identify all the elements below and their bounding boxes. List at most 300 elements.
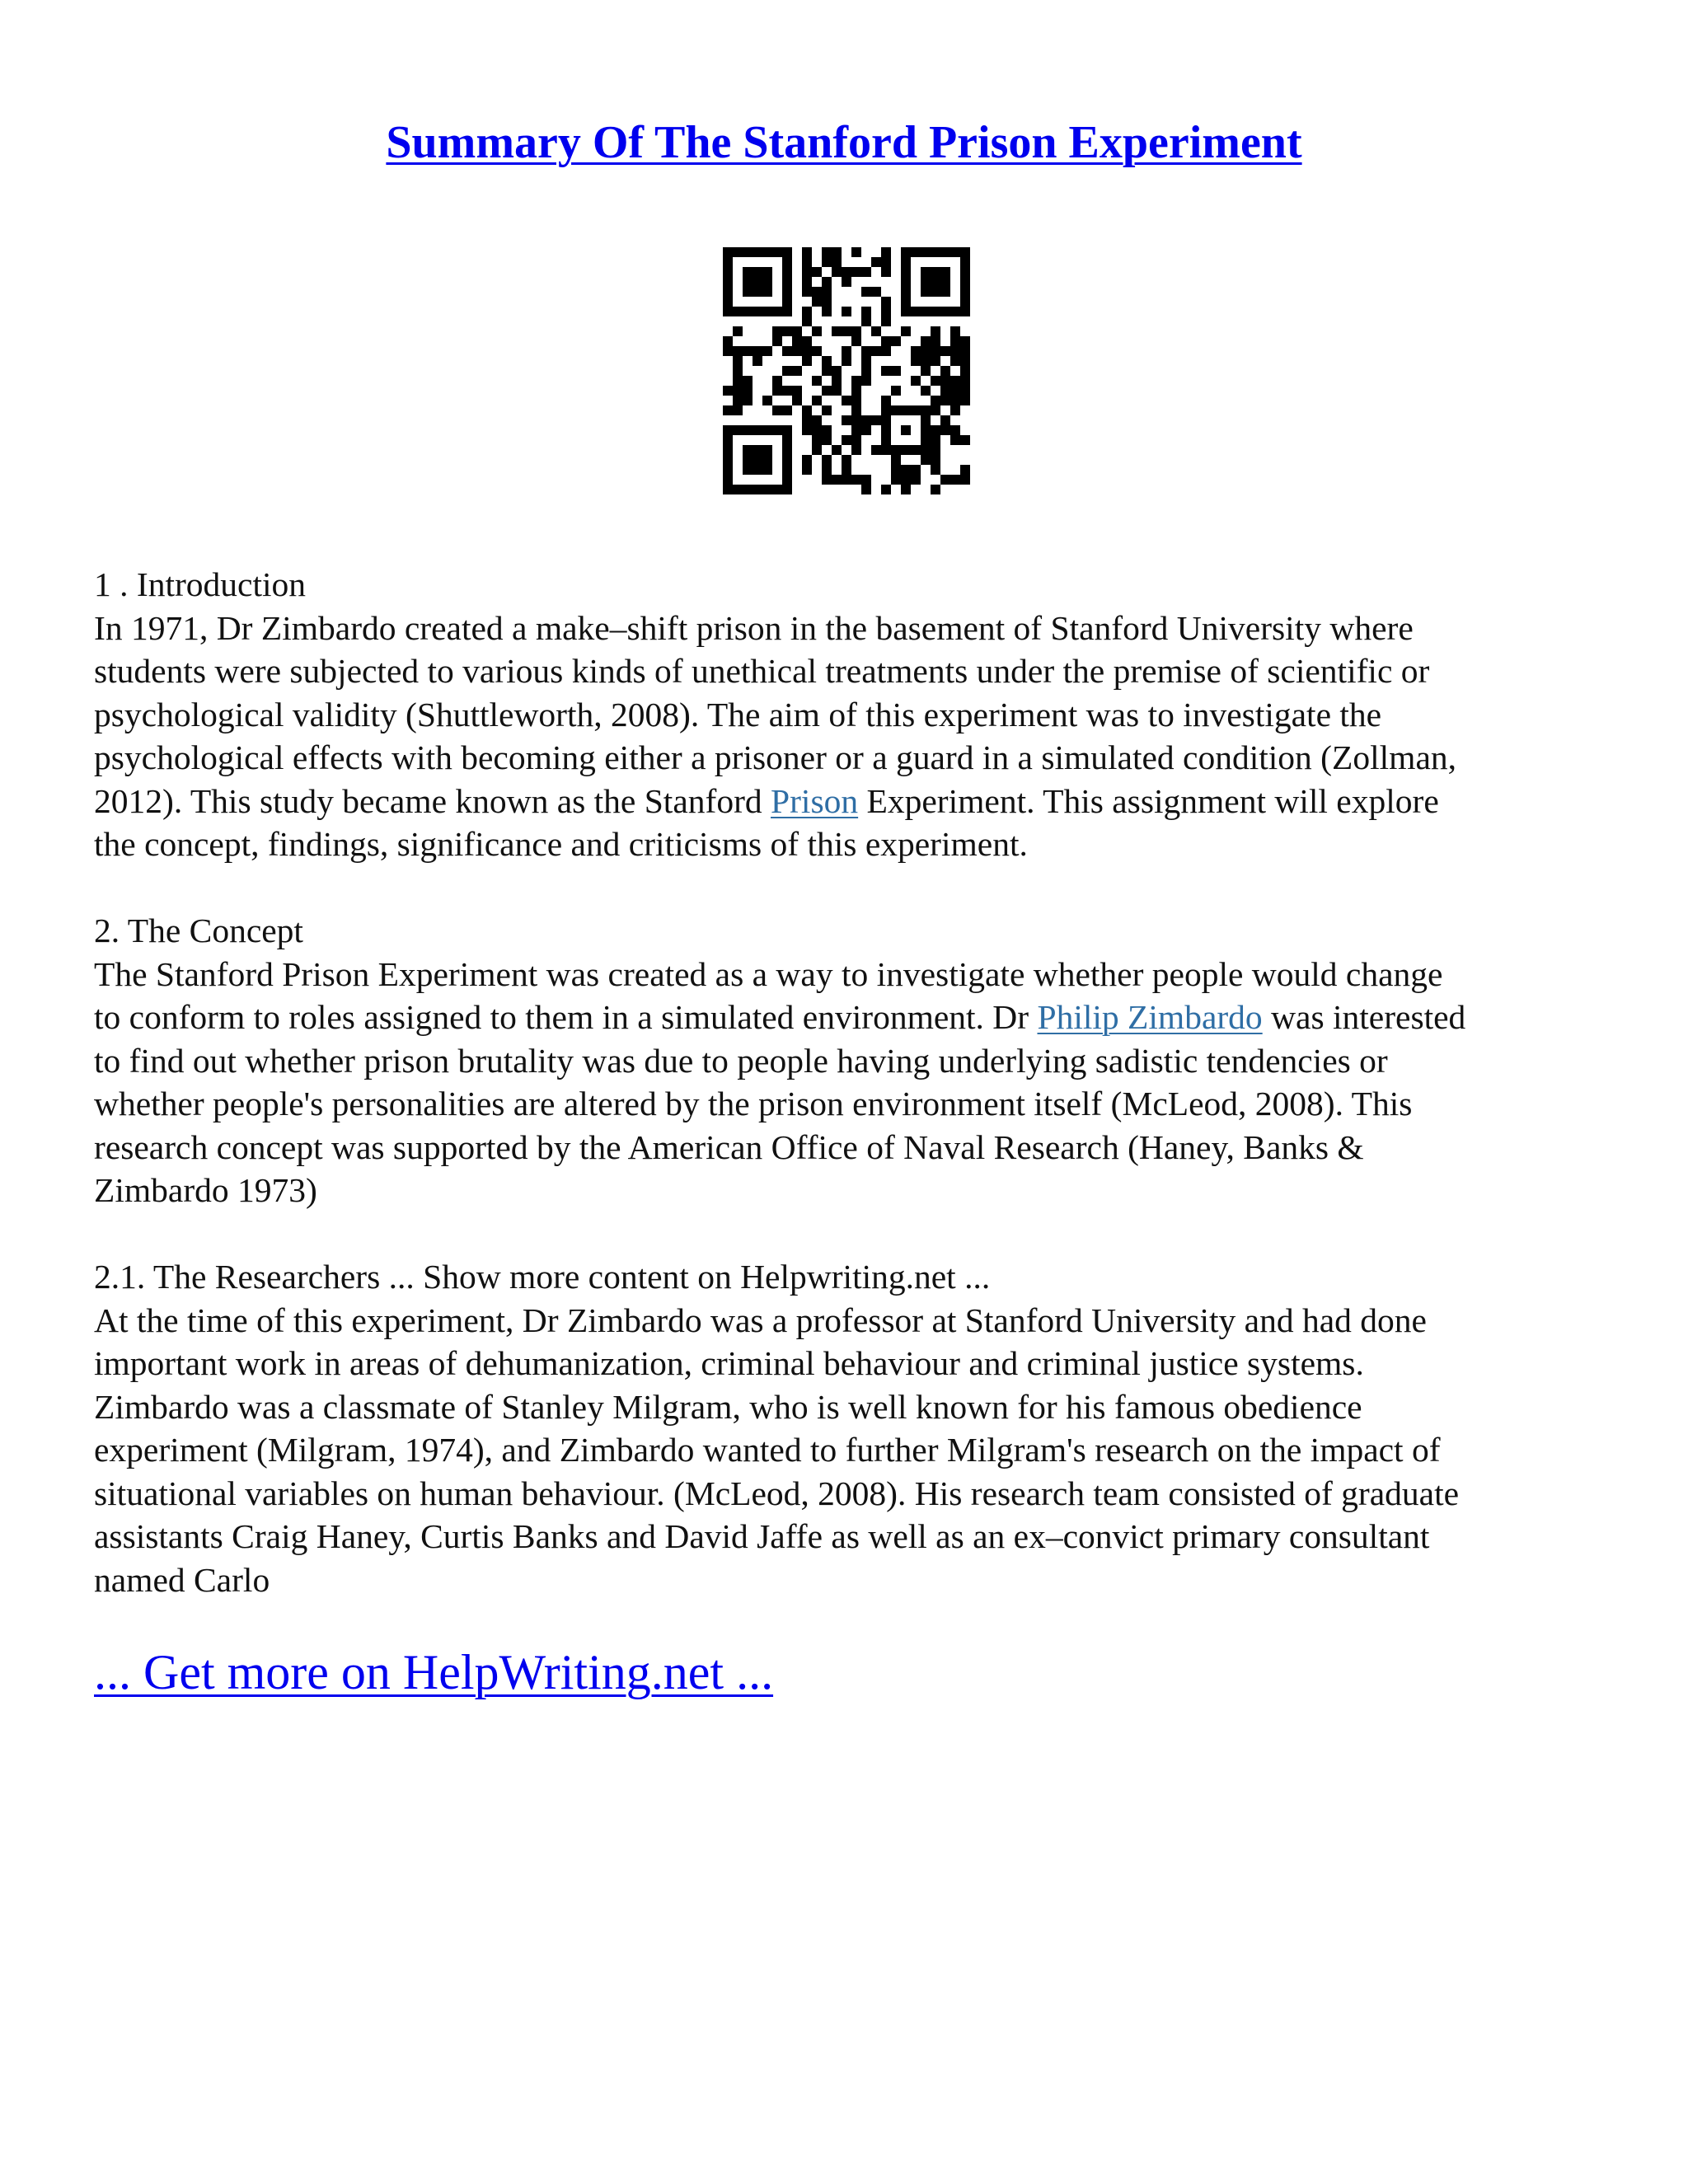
qr-module (782, 485, 792, 494)
qr-module (812, 396, 822, 405)
qr-module (772, 405, 782, 415)
body-line: The Stanford Prison Experiment was created as a way to investigate whether people would change (94, 954, 1443, 993)
qr-module (812, 346, 822, 356)
qr-module (812, 435, 822, 445)
qr-module (733, 307, 743, 316)
qr-module (782, 297, 792, 307)
qr-module (842, 415, 851, 425)
qr-module (762, 346, 772, 356)
qr-module (851, 425, 861, 435)
qr-module (931, 405, 940, 415)
qr-module (911, 376, 921, 386)
qr-module (931, 326, 940, 336)
qr-module (842, 277, 851, 287)
qr-module (911, 307, 921, 316)
qr-module (881, 445, 891, 455)
body-line: research concept was supported by the American Office of Naval Research (Haney, Banks & (94, 1127, 1364, 1166)
qr-module (812, 415, 822, 425)
qr-module (901, 485, 911, 494)
qr-module (960, 376, 970, 386)
prison-link[interactable]: Prison (771, 781, 859, 820)
qr-module (931, 346, 940, 356)
qr-module (861, 425, 871, 435)
qr-module (802, 336, 812, 346)
qr-module (802, 356, 812, 366)
qr-module (822, 356, 832, 366)
qr-module (842, 475, 851, 485)
qr-module (792, 396, 802, 405)
qr-module (921, 356, 931, 366)
qr-module (832, 366, 842, 376)
qr-module (960, 277, 970, 287)
qr-module (921, 425, 931, 435)
qr-module (762, 307, 772, 316)
qr-module (753, 267, 762, 277)
qr-module (881, 257, 891, 267)
qr-module (921, 336, 931, 346)
qr-module (782, 366, 792, 376)
qr-module (950, 247, 960, 257)
qr-module (891, 405, 901, 415)
qr-module (723, 485, 733, 494)
qr-module (753, 465, 762, 475)
qr-module (960, 475, 970, 485)
qr-module (802, 455, 812, 465)
qr-module (861, 346, 871, 356)
qr-module (842, 346, 851, 356)
qr-module (733, 247, 743, 257)
qr-module (891, 386, 901, 396)
qr-module (723, 435, 733, 445)
qr-module (901, 287, 911, 297)
qr-module (960, 307, 970, 316)
qr-module (812, 287, 822, 297)
qr-module (881, 316, 891, 326)
qr-module (881, 405, 891, 415)
qr-module (921, 445, 931, 455)
qr-module (851, 405, 861, 415)
qr-module (921, 247, 931, 257)
qr-module (782, 326, 792, 336)
qr-module (743, 485, 753, 494)
qr-module (723, 445, 733, 455)
body-text: 2012). This study became known as the Stanford (94, 781, 771, 820)
qr-module (950, 376, 960, 386)
qr-module (931, 485, 940, 494)
qr-module (871, 326, 881, 336)
qr-module (950, 405, 960, 415)
qr-module (960, 336, 970, 346)
qr-module (782, 287, 792, 297)
qr-module (832, 267, 842, 277)
qr-module (931, 435, 940, 445)
qr-module (822, 465, 832, 475)
qr-module (822, 435, 832, 445)
qr-module (861, 316, 871, 326)
body-line: situational variables on human behaviour. (McLeod, 2008). His research team consisted of graduate (94, 1474, 1460, 1512)
qr-module (762, 287, 772, 297)
qr-code (723, 247, 970, 494)
qr-module (782, 257, 792, 267)
qr-module (802, 247, 812, 257)
qr-module (911, 356, 921, 366)
qr-module (782, 247, 792, 257)
section-heading-researchers: 2.1. The Researchers ... Show more content on Helpwriting.net ... (94, 1258, 991, 1296)
get-more-link[interactable]: ... Get more on HelpWriting.net ... (94, 1645, 774, 1699)
qr-module (762, 396, 772, 405)
qr-module (723, 267, 733, 277)
qr-module (960, 366, 970, 376)
qr-module (921, 415, 931, 425)
qr-module (733, 346, 743, 356)
qr-module (881, 415, 891, 425)
qr-module (931, 465, 940, 475)
qr-module (723, 346, 733, 356)
qr-module (772, 386, 782, 396)
qr-module (851, 336, 861, 346)
qr-module (960, 247, 970, 257)
qr-module (950, 356, 960, 366)
qr-module (822, 425, 832, 435)
qr-module (871, 257, 881, 267)
qr-module (881, 267, 891, 277)
qr-module (762, 465, 772, 475)
qr-module (921, 307, 931, 316)
qr-module (802, 287, 812, 297)
qr-module (812, 445, 822, 455)
qr-module (881, 485, 891, 494)
qr-module (743, 346, 753, 356)
qr-module (723, 287, 733, 297)
qr-module (733, 366, 743, 376)
qr-module (940, 247, 950, 257)
qr-module (901, 247, 911, 257)
qr-module (921, 277, 931, 287)
qr-module (940, 415, 950, 425)
qr-module (901, 326, 911, 336)
body-line: Zimbardo was a classmate of Stanley Milgram, who is well known for his famous obedience (94, 1387, 1362, 1426)
qr-module (871, 445, 881, 455)
qr-module (931, 455, 940, 465)
qr-module (743, 455, 753, 465)
qr-module (782, 445, 792, 455)
qr-module (743, 267, 753, 277)
qr-module (931, 287, 940, 297)
qr-module (772, 307, 782, 316)
qr-module (881, 247, 891, 257)
qr-module (822, 475, 832, 485)
qr-module (723, 386, 733, 396)
qr-module (842, 307, 851, 316)
qr-module (762, 277, 772, 287)
qr-module (901, 277, 911, 287)
qr-module (792, 366, 802, 376)
qr-module (772, 326, 782, 336)
body-line: assistants Craig Haney, Curtis Banks and David Jaffe as well as an ex–convict primary consultant (94, 1517, 1430, 1555)
qr-module (881, 346, 891, 356)
qr-module (921, 386, 931, 396)
qr-module (901, 425, 911, 435)
qr-module (921, 405, 931, 415)
qr-module (802, 257, 812, 267)
qr-module (931, 247, 940, 257)
qr-module (733, 396, 743, 405)
qr-module (772, 425, 782, 435)
qr-module (782, 465, 792, 475)
qr-module (861, 415, 871, 425)
qr-module (802, 277, 812, 287)
body-line: psychological validity (Shuttleworth, 2008). The aim of this experiment was to investigate the (94, 695, 1382, 733)
qr-module (842, 326, 851, 336)
qr-module (812, 376, 822, 386)
qr-module (733, 356, 743, 366)
qr-module (842, 396, 851, 405)
qr-module (931, 336, 940, 346)
title-link[interactable]: Summary Of The Stanford Prison Experiment (386, 117, 1302, 168)
qr-module (743, 445, 753, 455)
qr-module (733, 386, 743, 396)
body-line: the concept, findings, significance and criticisms of this experiment. (94, 825, 1028, 863)
qr-module (753, 247, 762, 257)
qr-module (960, 356, 970, 366)
qr-module (832, 247, 842, 257)
qr-module (851, 247, 861, 257)
qr-module (891, 455, 901, 465)
qr-module (743, 396, 753, 405)
qr-module (802, 425, 812, 435)
qr-module (842, 465, 851, 475)
qr-module (960, 435, 970, 445)
qr-module (931, 267, 940, 277)
qr-module (812, 326, 822, 336)
qr-module (772, 376, 782, 386)
qr-module (940, 267, 950, 277)
qr-module (931, 376, 940, 386)
qr-module (733, 485, 743, 494)
qr-module (881, 396, 891, 405)
qr-module (782, 307, 792, 316)
qr-module (940, 346, 950, 356)
qr-module (782, 386, 792, 396)
qr-module (753, 425, 762, 435)
qr-module (960, 267, 970, 277)
qr-module (832, 376, 842, 386)
qr-module (762, 425, 772, 435)
qr-module (851, 376, 861, 386)
qr-module (723, 257, 733, 267)
qr-module (901, 257, 911, 267)
qr-module (940, 307, 950, 316)
qr-module (901, 445, 911, 455)
qr-module (940, 396, 950, 405)
qr-module (871, 287, 881, 297)
body-line (94, 780, 1611, 823)
qr-module (911, 475, 921, 485)
qr-module (753, 356, 762, 366)
qr-module (960, 297, 970, 307)
qr-module (792, 346, 802, 356)
qr-module (812, 297, 822, 307)
qr-module (861, 366, 871, 376)
body-line: named Carlo (94, 1560, 270, 1599)
qr-module (822, 277, 832, 287)
body-text: Experiment. This assignment will explore (858, 781, 1439, 820)
qr-module (871, 415, 881, 425)
qr-module (851, 267, 861, 277)
qr-module (881, 425, 891, 435)
philip-zimbardo-link[interactable]: Philip Zimbardo (1037, 998, 1263, 1036)
qr-module (911, 465, 921, 475)
qr-module (950, 307, 960, 316)
qr-module (753, 287, 762, 297)
qr-module (723, 455, 733, 465)
body-text: was interested (1262, 998, 1466, 1036)
qr-module (743, 425, 753, 435)
qr-module (723, 307, 733, 316)
qr-module (723, 465, 733, 475)
qr-module (782, 435, 792, 445)
qr-module (861, 376, 871, 386)
qr-module (931, 445, 940, 455)
qr-module (782, 267, 792, 277)
qr-module (762, 445, 772, 455)
qr-module (772, 247, 782, 257)
qr-module (950, 326, 960, 336)
qr-module (832, 326, 842, 336)
qr-module (723, 405, 733, 415)
qr-module (931, 356, 940, 366)
body-line: to find out whether prison brutality was due to people having underlying sadistic tendencies or (94, 1041, 1388, 1080)
qr-module (822, 257, 832, 267)
qr-module (723, 247, 733, 257)
qr-module (753, 346, 762, 356)
qr-module (901, 307, 911, 316)
qr-module (733, 405, 743, 415)
qr-module (940, 287, 950, 297)
qr-module (861, 475, 871, 485)
qr-module (822, 386, 832, 396)
qr-module (772, 485, 782, 494)
qr-module (802, 316, 812, 326)
qr-module (753, 307, 762, 316)
body-line: Zimbardo 1973) (94, 1171, 317, 1209)
qr-module (901, 267, 911, 277)
qr-module (891, 465, 901, 475)
qr-module (851, 475, 861, 485)
qr-module (762, 455, 772, 465)
body-line: experiment (Milgram, 1974), and Zimbardo wanted to further Milgram's research on the impact of (94, 1431, 1441, 1469)
qr-module (822, 455, 832, 465)
qr-module (940, 366, 950, 376)
qr-module (950, 425, 960, 435)
qr-module (753, 445, 762, 455)
section-heading-introduction: 1 . Introduction (94, 565, 307, 603)
qr-module (822, 247, 832, 257)
qr-module (832, 386, 842, 396)
qr-module (901, 465, 911, 475)
qr-module (812, 267, 822, 277)
qr-module (901, 475, 911, 485)
qr-module (950, 435, 960, 445)
qr-module (782, 405, 792, 415)
qr-module (802, 415, 812, 425)
qr-module (891, 366, 901, 376)
qr-module (921, 366, 931, 376)
qr-module (743, 376, 753, 386)
qr-module (802, 346, 812, 356)
qr-module (772, 336, 782, 346)
qr-module (743, 307, 753, 316)
qr-module (940, 386, 950, 396)
qr-module (940, 475, 950, 485)
qr-module (921, 346, 931, 356)
qr-module (851, 435, 861, 445)
page-title (0, 114, 1688, 171)
qr-module (950, 346, 960, 356)
qr-module (911, 247, 921, 257)
qr-module (960, 386, 970, 396)
qr-module (782, 455, 792, 465)
qr-module (861, 267, 871, 277)
qr-module (861, 485, 871, 494)
qr-module (782, 425, 792, 435)
section-heading-concept: 2. The Concept (94, 912, 303, 949)
qr-module (881, 307, 891, 316)
qr-module (921, 287, 931, 297)
qr-module (911, 346, 921, 356)
qr-module (901, 405, 911, 415)
qr-module (762, 247, 772, 257)
body-line: whether people's personalities are altered by the prison environment itself (McLeod, 2008). This (94, 1085, 1413, 1122)
body-line (94, 996, 1611, 1039)
qr-module (822, 405, 832, 415)
qr-module (960, 465, 970, 475)
qr-module (733, 425, 743, 435)
qr-module (822, 287, 832, 297)
qr-module (733, 376, 743, 386)
qr-module (782, 346, 792, 356)
qr-module (743, 465, 753, 475)
qr-module (891, 475, 901, 485)
qr-module (802, 307, 812, 316)
qr-module (851, 396, 861, 405)
qr-module (881, 336, 891, 346)
qr-module (792, 336, 802, 346)
qr-module (723, 297, 733, 307)
qr-module (891, 445, 901, 455)
qr-module (881, 366, 891, 376)
document-body (94, 563, 1611, 1601)
qr-module (871, 346, 881, 356)
qr-module (911, 405, 921, 415)
qr-module (753, 485, 762, 494)
qr-module (960, 396, 970, 405)
qr-module (832, 445, 842, 455)
qr-module (822, 307, 832, 316)
qr-module (851, 326, 861, 336)
qr-module (792, 326, 802, 336)
qr-module (723, 336, 733, 346)
qr-module (762, 485, 772, 494)
qr-module (753, 455, 762, 465)
qr-module (881, 297, 891, 307)
paragraph-gap (94, 1212, 1611, 1256)
qr-module (842, 356, 851, 366)
qr-module (921, 455, 931, 465)
qr-module (822, 297, 832, 307)
qr-module (851, 445, 861, 455)
qr-module (901, 297, 911, 307)
